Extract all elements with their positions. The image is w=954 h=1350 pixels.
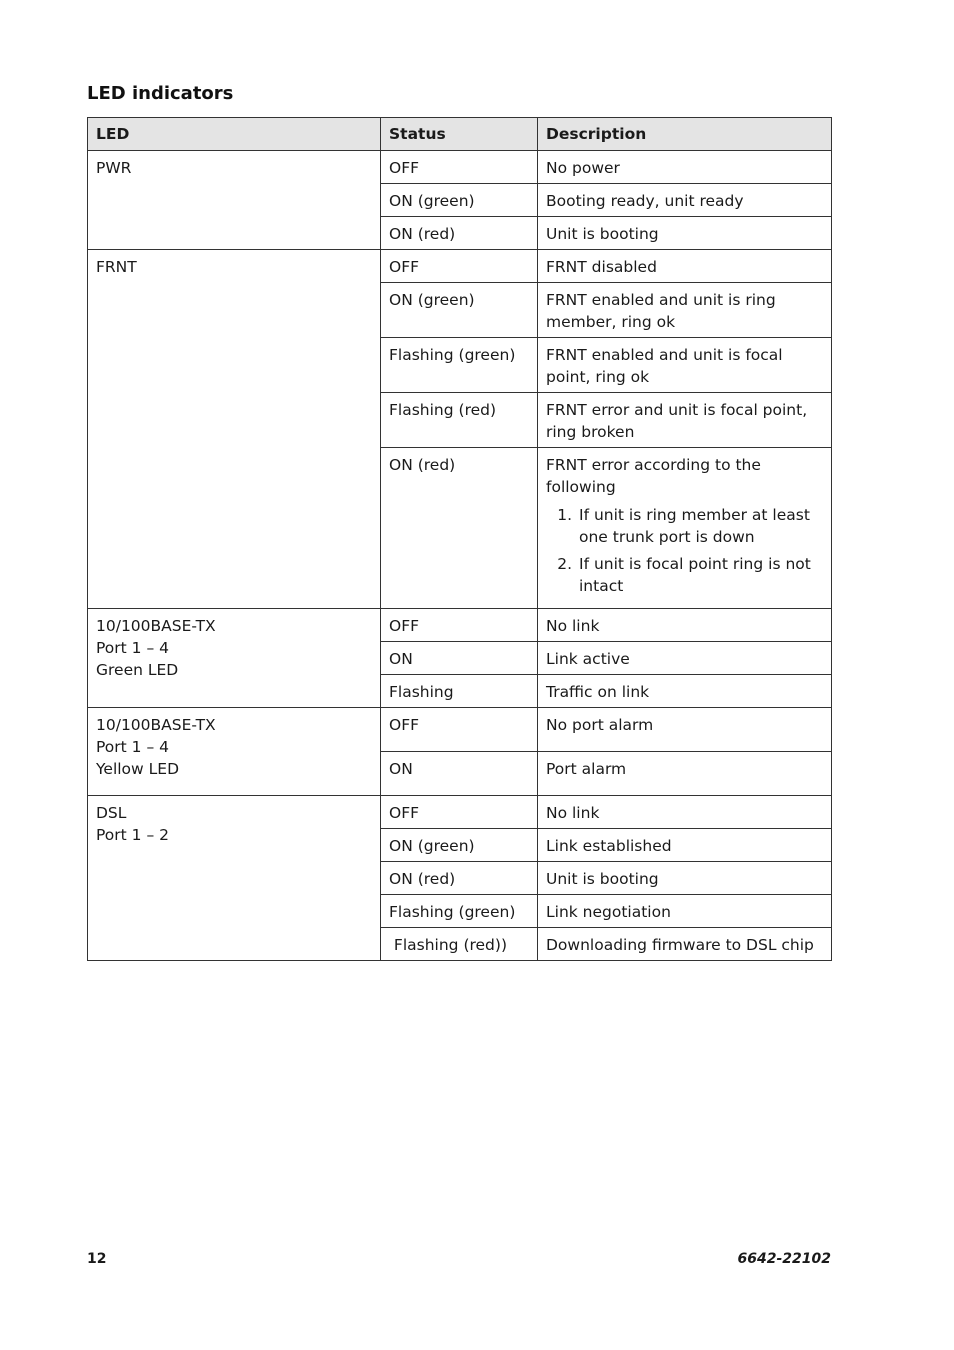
- status-cell: ON: [381, 752, 538, 796]
- led-name: FRNT: [88, 250, 381, 609]
- description-cell: FRNT enabled and unit is ring member, ring ok: [538, 283, 832, 338]
- page-number: 12: [87, 1251, 107, 1267]
- status-cell: Flashing: [381, 675, 538, 708]
- description-cell: Link established: [538, 829, 832, 862]
- led-indicator-table: [87, 117, 832, 961]
- description-cell: Booting ready, unit ready: [538, 184, 832, 217]
- description-cell: No link: [538, 796, 832, 829]
- status-cell: ON (green): [381, 829, 538, 862]
- header-description: Description: [538, 118, 832, 151]
- list-item: 1. If unit is ring member at least one trunk port is down: [577, 504, 823, 548]
- status-cell: Flashing (red)): [381, 928, 538, 961]
- table-header-row: [88, 118, 832, 151]
- list-item: 2. If unit is focal point ring is not intact: [577, 553, 823, 597]
- description-text: FRNT error according to the following: [546, 456, 761, 496]
- led-name: 10/100BASE-TX Port 1 – 4 Green LED: [88, 609, 381, 708]
- status-cell: Flashing (green): [381, 338, 538, 393]
- status-cell: OFF: [381, 250, 538, 283]
- led-name: 10/100BASE-TX Port 1 – 4 Yellow LED: [88, 708, 381, 796]
- status-cell: ON (green): [381, 184, 538, 217]
- description-cell: Link negotiation: [538, 895, 832, 928]
- description-cell: Downloading firmware to DSL chip: [538, 928, 832, 961]
- description-cell: FRNT disabled: [538, 250, 832, 283]
- document-number: 6642-22102: [737, 1251, 831, 1267]
- header-status: Status: [381, 118, 538, 151]
- table-row: [88, 609, 832, 642]
- description-cell: Link active: [538, 642, 832, 675]
- description-cell: Traffic on link: [538, 675, 832, 708]
- status-cell: Flashing (green): [381, 895, 538, 928]
- led-name: PWR: [88, 151, 381, 250]
- status-cell: OFF: [381, 151, 538, 184]
- description-cell: FRNT enabled and unit is focal point, ring ok: [538, 338, 832, 393]
- table-row: [88, 151, 832, 184]
- header-led: LED: [88, 118, 381, 151]
- description-cell: No link: [538, 609, 832, 642]
- description-list: [546, 504, 823, 597]
- status-cell: Flashing (red): [381, 393, 538, 448]
- status-cell: OFF: [381, 609, 538, 642]
- status-cell: OFF: [381, 708, 538, 752]
- description-cell: No port alarm: [538, 708, 832, 752]
- led-name: DSL Port 1 – 2: [88, 796, 381, 961]
- description-cell: [538, 448, 832, 609]
- description-cell: Unit is booting: [538, 217, 832, 250]
- status-cell: OFF: [381, 796, 538, 829]
- description-cell: No power: [538, 151, 832, 184]
- table-row: [88, 250, 832, 283]
- description-cell: Unit is booting: [538, 862, 832, 895]
- status-cell: ON: [381, 642, 538, 675]
- status-cell: ON (red): [381, 448, 538, 609]
- table-row: [88, 708, 832, 752]
- description-cell: Port alarm: [538, 752, 832, 796]
- table-row: [88, 796, 832, 829]
- status-cell: ON (red): [381, 217, 538, 250]
- status-cell: ON (green): [381, 283, 538, 338]
- section-title: LED indicators: [87, 83, 234, 104]
- status-cell: ON (red): [381, 862, 538, 895]
- description-cell: FRNT error and unit is focal point, ring broken: [538, 393, 832, 448]
